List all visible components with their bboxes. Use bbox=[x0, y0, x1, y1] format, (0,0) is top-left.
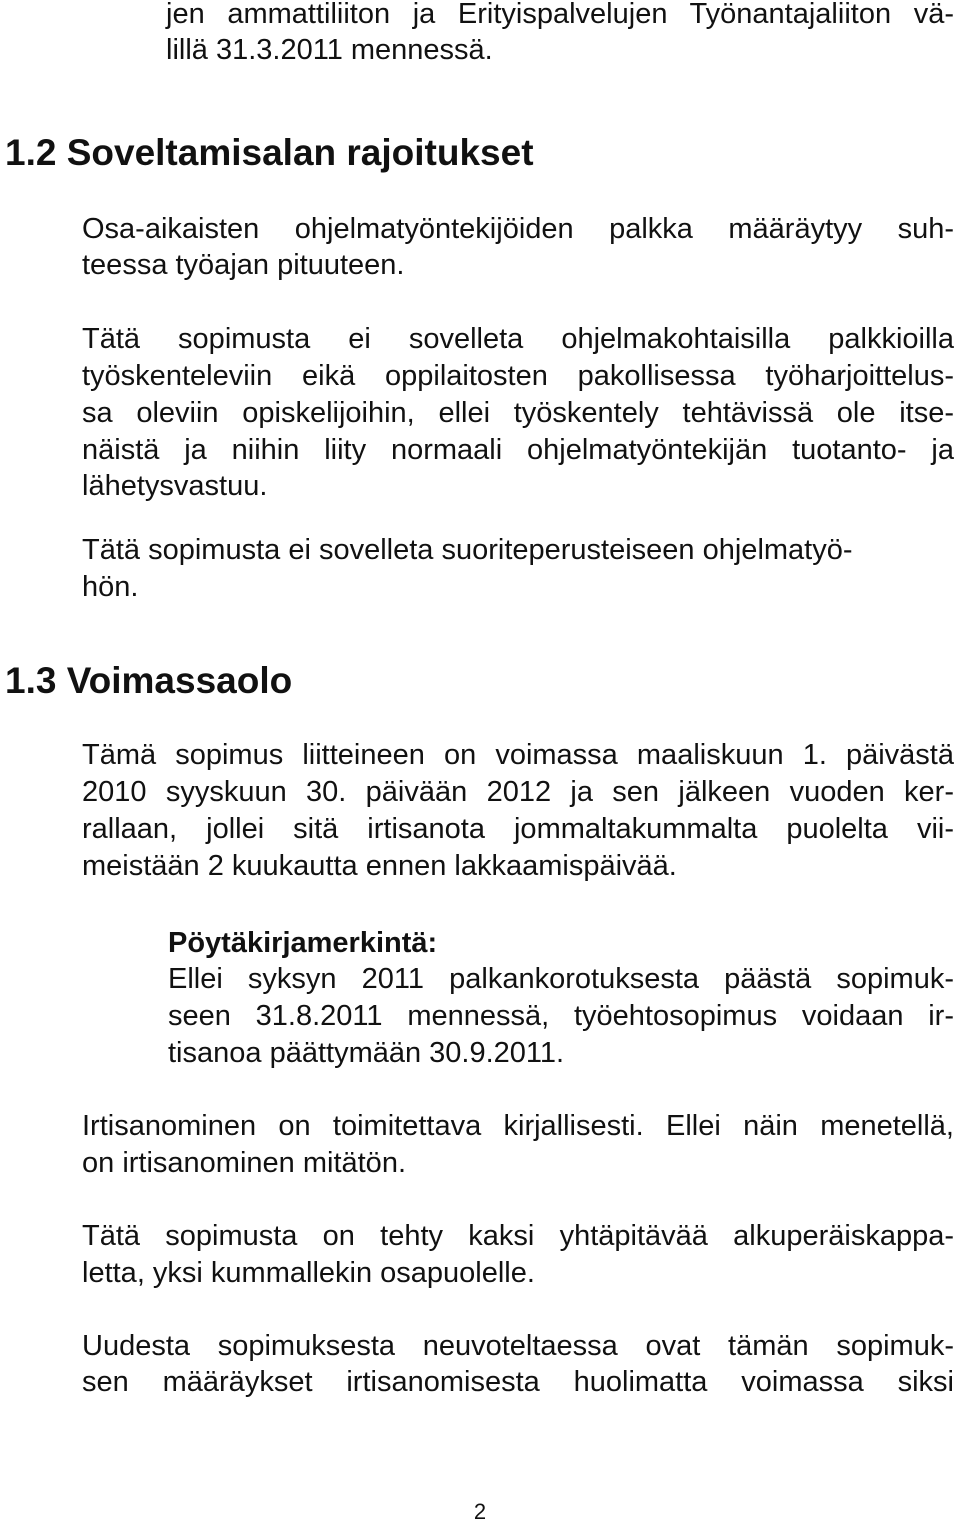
s13-p2-line-2: on irtisanominen mitätön. bbox=[82, 1147, 406, 1179]
note-line-3: tisanoa päättymään 30.9.2011. bbox=[168, 1037, 565, 1069]
section-heading-1-2: 1.2 Soveltamisalan rajoitukset bbox=[5, 132, 534, 173]
s12-p2-line-3: sa oleviin opiskelijoihin, ellei työskentely tehtävissä ole itse- bbox=[82, 397, 954, 429]
s13-p1-line-2: 2010 syyskuun 30. päivään 2012 ja sen jälkeen vuoden ker- bbox=[82, 776, 954, 808]
s13-p3-line-1: Tätä sopimusta on tehty kaksi yhtäpitävää alkuperäiskappa- bbox=[82, 1220, 954, 1252]
s12-p1-line-1: Osa-aikaisten ohjelmatyöntekijöiden palkka määräytyy suh- bbox=[82, 213, 954, 245]
s13-p2-line-1: Irtisanominen on toimitettava kirjallisesti. Ellei näin menetellä, bbox=[82, 1110, 954, 1142]
intro-line-1: jen ammattiliiton ja Erityispalvelujen Työnantajaliiton vä- bbox=[166, 0, 954, 30]
section-heading-1-3: 1.3 Voimassaolo bbox=[5, 660, 293, 701]
s12-p3-line-2: hön. bbox=[82, 571, 139, 603]
s13-p1-line-1: Tämä sopimus liitteineen on voimassa maaliskuun 1. päivästä bbox=[82, 739, 954, 771]
s13-p1-line-4: meistään 2 kuukautta ennen lakkaamispäivää. bbox=[82, 850, 677, 882]
s13-p3-line-2: letta, yksi kummallekin osapuolelle. bbox=[82, 1257, 535, 1289]
note-line-1: Ellei syksyn 2011 palkankorotuksesta päästä sopimuk- bbox=[168, 963, 954, 995]
s12-p2-line-1: Tätä sopimusta ei sovelleta ohjelmakohtaisilla palkkioilla bbox=[82, 323, 954, 355]
intro-line-2: lillä 31.3.2011 mennessä. bbox=[166, 34, 493, 66]
s13-p4-line-1: Uudesta sopimuksesta neuvoteltaessa ovat tämän sopimuk- bbox=[82, 1330, 954, 1362]
s12-p3-line-1: Tätä sopimusta ei sovelleta suoriteperusteiseen ohjelmatyö- bbox=[82, 534, 853, 566]
s12-p2-line-4: näistä ja niihin liity normaali ohjelmatyöntekijän tuotanto- ja bbox=[82, 434, 954, 466]
s12-p2-line-2: työskenteleviin eikä oppilaitosten pakollisessa työharjoittelus- bbox=[82, 360, 954, 392]
s13-p1-line-3: rallaan, jollei sitä irtisanota jommaltakummalta puolelta vii- bbox=[82, 813, 954, 845]
page-number: 2 bbox=[473, 1499, 487, 1524]
note-line-2: seen 31.8.2011 mennessä, työehtosopimus voidaan ir- bbox=[168, 1000, 954, 1032]
s13-p4-line-2: sen määräykset irtisanomisesta huolimatta voimassa siksi bbox=[82, 1366, 954, 1398]
s12-p2-line-5: lähetysvastuu. bbox=[82, 470, 268, 502]
note-label: Pöytäkirjamerkintä: bbox=[168, 927, 438, 959]
s12-p1-line-2: teessa työajan pituuteen. bbox=[82, 249, 405, 281]
